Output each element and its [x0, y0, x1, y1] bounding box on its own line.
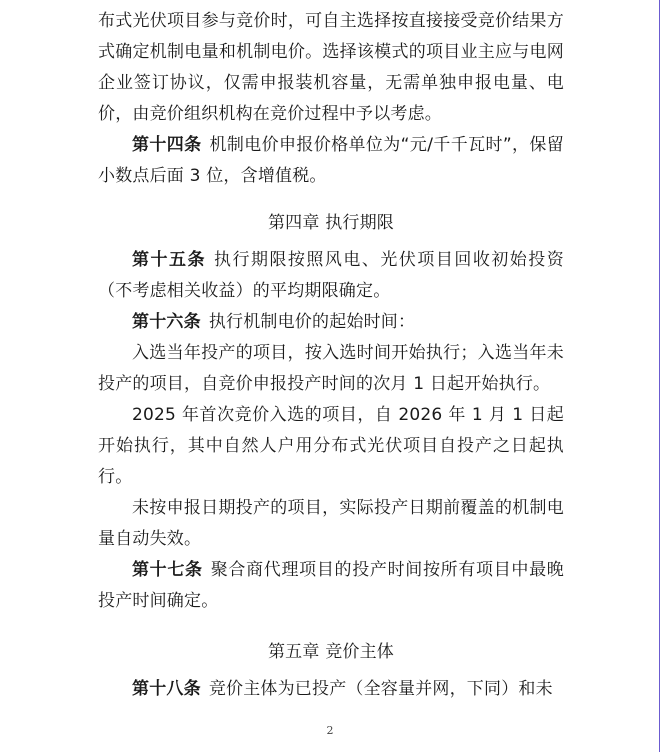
paragraph: 入选当年投产的项目，按入选时间开始执行；入选当年未投产的项目，自竞价申报投产时间的次月 1 日起开始执行。	[98, 343, 564, 394]
document-body	[98, 6, 564, 705]
paragraph: 2025 年首次竞价入选的项目，自 2026 年 1 月 1 日起开始执行，其中自然人户用分布式光伏项目自投产之日起执行。	[98, 405, 564, 487]
article-number: 第十五条	[132, 250, 206, 270]
page-number: 2	[326, 724, 334, 737]
article-text: 执行期限按照风电、光伏项目回收初始投资（不考虑相关收益）的平均期限确定。	[98, 250, 564, 301]
article-number: 第十四条	[132, 135, 202, 155]
chapter-heading: 第四章 执行期限	[267, 213, 394, 233]
article-14	[98, 130, 564, 192]
article-text: 聚合商代理项目的投产时间按所有项目中最晚投产时间确定。	[98, 560, 564, 611]
paragraph-continuation: 布式光伏项目参与竞价时，可自主选择按直接接受竞价结果方式确定机制电量和机制电价。选择该模式的项目业主应与电网企业签订协议，仅需申报装机容量，无需单独申报电量、电价，由竞价组织机构在竞价过程中予以考虑。	[98, 11, 564, 124]
article-15	[98, 245, 564, 307]
article-17	[98, 555, 564, 617]
paragraph: 未按申报日期投产的项目，实际投产日期前覆盖的机制电量自动失效。	[98, 498, 564, 549]
article-18	[98, 674, 564, 705]
article-text: 执行机制电价的起始时间：	[208, 312, 416, 332]
chapter-heading: 第五章 竞价主体	[267, 642, 394, 662]
article-number: 第十七条	[132, 560, 203, 580]
article-number: 第十六条	[132, 312, 201, 332]
article-16	[98, 307, 564, 338]
article-number: 第十八条	[132, 679, 201, 699]
article-text: 机制电价申报价格单位为“元/千千瓦时”，保留小数点后面 3 位，含增值税。	[98, 135, 564, 186]
article-text: 竞价主体为已投产（全容量并网，下同）和未	[208, 679, 553, 699]
